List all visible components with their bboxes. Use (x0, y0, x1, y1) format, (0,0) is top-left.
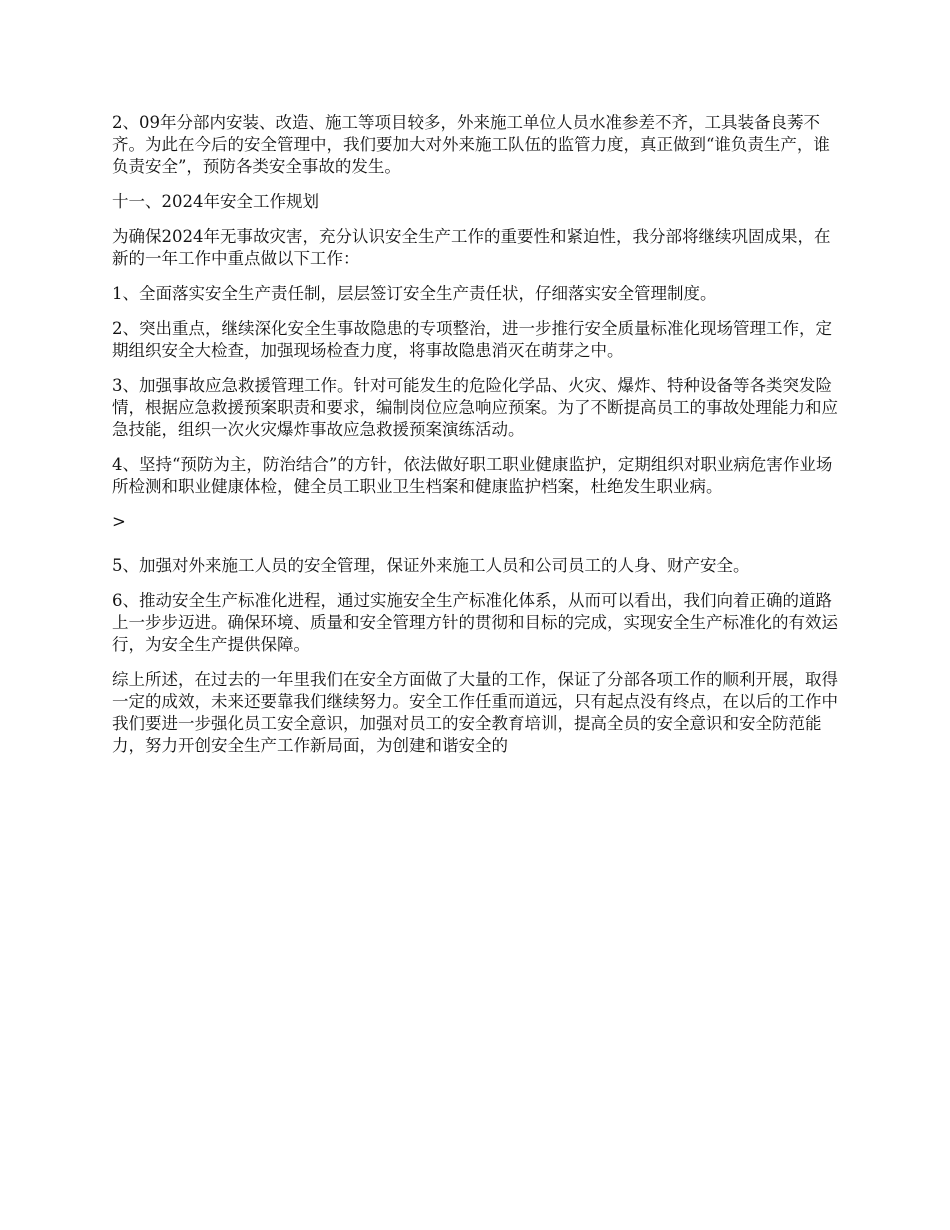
paragraph-plan-intro: 为确保2024年无事故灾害，充分认识安全生产工作的重要性和紧迫性，我分部将继续巩固成果，在新的一年工作中重点做以下工作： (112, 227, 831, 268)
section-heading-2024-plan: 十一、2024年安全工作规划 (112, 192, 319, 211)
paragraph-item-5: 5、加强对外来施工人员的安全管理，保证外来施工人员和公司员工的人身、财产安全。 (112, 556, 750, 575)
paragraph-item-1: 1、全面落实安全生产责任制，层层签订安全生产责任状，仔细落实安全管理制度。 (112, 284, 717, 303)
paragraph-conclusion: 综上所述，在过去的一年里我们在安全方面做了大量的工作，保证了分部各项工作的顺利开展，取得一定的成效，未来还要靠我们继续努力。安全工作任重而道远，只有起点没有终点，在以后的工作中我们要进一步强化员工安全意识，加强对员工的安全教育培训，提高全员的安全意识和安全防范能力，努力开创安全生产工作新局面，为创建和谐安全的 (112, 670, 838, 755)
paragraph-item-6: 6、推动安全生产标准化进程，通过实施安全生产标准化体系，从而可以看出，我们向着正确的道路上一步步迈进。确保环境、质量和安全管理方针的贯彻和目标的完成，实现安全生产标准化的有效运行，为安全生产提供保障。 (112, 591, 838, 654)
paragraph-item-4: 4、坚持“预防为主，防治结合”的方针，依法做好职工职业健康监护，定期组织对职业病危害作业场所检测和职业健康体检，健全员工职业卫生档案和健康监护档案，杜绝发生职业病。 (112, 455, 833, 496)
paragraph-contractor-supervision: 2、09年分部内安装、改造、施工等项目较多，外来施工单位人员水准参差不齐，工具装备良莠不齐。为此在今后的安全管理中，我们要加大对外来施工队伍的监管力度，真正做到“谁负责生产，谁负责安全”，预防各类安全事故的发生。 (112, 113, 830, 176)
paragraph-item-2: 2、突出重点，继续深化安全生事故隐患的专项整治，进一步推行安全质量标准化现场管理工作，定期组织安全大检查，加强现场检查力度，将事故隐患消灭在萌芽之中。 (112, 319, 832, 360)
stray-marker: > (112, 512, 126, 531)
paragraph-item-3: 3、加强事故应急救援管理工作。针对可能发生的危险化学品、火灾、爆炸、特种设备等各类突发险情，根据应急救援预案职责和要求，编制岗位应急响应预案。为了不断提高员工的事故处理能力和应急技能，组织一次火灾爆炸事故应急救援预案演练活动。 (112, 376, 838, 439)
document-page (112, 112, 842, 770)
